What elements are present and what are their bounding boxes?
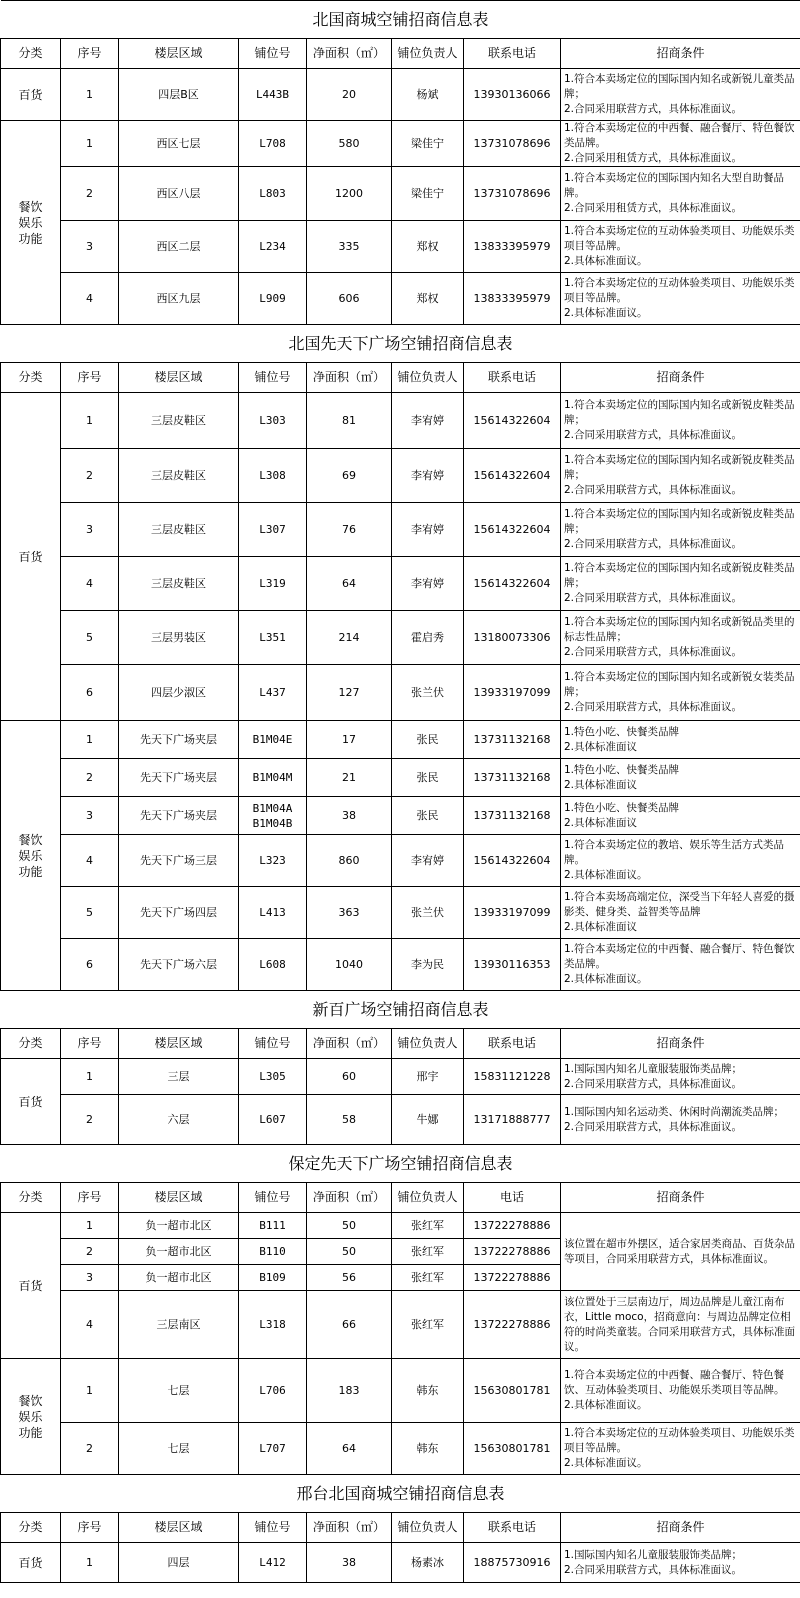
row-number: 4 xyxy=(61,557,119,611)
phone-number: 13731078696 xyxy=(464,167,561,221)
floor-area: 先天下广场六层 xyxy=(119,939,239,991)
floor-area: 西区二层 xyxy=(119,221,239,273)
category-cell: 百货 xyxy=(1,69,61,121)
header-manager: 铺位负责人 xyxy=(392,1029,464,1059)
conditions: 1.符合本卖场定位的中西餐、融合餐厅、特色餐饮、互动体验类项目、功能娱乐类项目等品牌。 2.具体标准面议。 xyxy=(561,1359,800,1423)
net-area: 20 xyxy=(307,69,392,121)
table-row xyxy=(1,939,800,991)
net-area: 50 xyxy=(307,1239,392,1265)
row-number: 2 xyxy=(61,449,119,503)
header-category: 分类 xyxy=(1,1513,61,1543)
section-title-row xyxy=(1,991,800,1029)
table-row xyxy=(1,449,800,503)
conditions: 1.符合本卖场定位的国际国内知名或新锐皮鞋类品牌； 2.合同采用联营方式，具体标准面议。 xyxy=(561,393,800,449)
table-row xyxy=(1,1059,800,1095)
manager-name: 张红军 xyxy=(392,1291,464,1359)
phone-number: 15614322604 xyxy=(464,503,561,557)
unit-code: L307 xyxy=(239,503,307,557)
net-area: 50 xyxy=(307,1213,392,1239)
row-number: 6 xyxy=(61,939,119,991)
phone-number: 13722278886 xyxy=(464,1265,561,1291)
net-area: 1040 xyxy=(307,939,392,991)
conditions: 1.特色小吃、快餐类品牌 2.具体标准面议 xyxy=(561,721,800,759)
net-area: 183 xyxy=(307,1359,392,1423)
unit-code: L909 xyxy=(239,273,307,325)
net-area: 363 xyxy=(307,887,392,939)
header-phone: 联系电话 xyxy=(464,39,561,69)
floor-area: 三层皮鞋区 xyxy=(119,557,239,611)
section-title-row xyxy=(1,1,800,39)
floor-area: 负一超市北区 xyxy=(119,1265,239,1291)
manager-name: 张红军 xyxy=(392,1213,464,1239)
phone-number: 15614322604 xyxy=(464,393,561,449)
row-number: 3 xyxy=(61,1265,119,1291)
header-category: 分类 xyxy=(1,39,61,69)
net-area: 66 xyxy=(307,1291,392,1359)
row-number: 4 xyxy=(61,1291,119,1359)
header-floor-area: 楼层区域 xyxy=(119,1029,239,1059)
header-row xyxy=(1,1183,800,1213)
conditions: 1.符合本卖场定位的国际国内知名或新锐品类里的标志性品牌； 2.合同采用联营方式，具体标准面议。 xyxy=(561,611,800,665)
category-cell: 百货 xyxy=(1,1213,61,1359)
header-manager: 铺位负责人 xyxy=(392,363,464,393)
table-row xyxy=(1,887,800,939)
header-category: 分类 xyxy=(1,363,61,393)
manager-name: 李宥婷 xyxy=(392,835,464,887)
table-row xyxy=(1,835,800,887)
table-row xyxy=(1,121,800,167)
phone-number: 13731132168 xyxy=(464,797,561,835)
header-row xyxy=(1,1513,800,1543)
phone-number: 13731132168 xyxy=(464,759,561,797)
floor-area: 三层皮鞋区 xyxy=(119,449,239,503)
table-row xyxy=(1,1543,800,1583)
unit-code: L707 xyxy=(239,1423,307,1475)
net-area: 76 xyxy=(307,503,392,557)
manager-name: 李为民 xyxy=(392,939,464,991)
manager-name: 杨斌 xyxy=(392,69,464,121)
conditions: 1.符合本卖场定位的中西餐、融合餐厅、特色餐饮类品牌。 2.具体标准面议。 xyxy=(561,939,800,991)
floor-area: 四层少淑区 xyxy=(119,665,239,721)
header-unit: 铺位号 xyxy=(239,39,307,69)
phone-number: 13722278886 xyxy=(464,1239,561,1265)
table-row xyxy=(1,1291,800,1359)
conditions: 1.符合本卖场定位的互动体验类项目、功能娱乐类项目等品牌。 2.具体标准面议。 xyxy=(561,1423,800,1475)
unit-code: L318 xyxy=(239,1291,307,1359)
header-phone: 电话 xyxy=(464,1183,561,1213)
conditions: 该位置处于三层南边厅，周边品牌是儿童江南布衣，Little moco，招商意向：与周边品牌定位相符的时尚类童装。合同采用联营方式，具体标准面议。 xyxy=(561,1291,800,1359)
row-number: 2 xyxy=(61,1095,119,1145)
table-row xyxy=(1,503,800,557)
header-row xyxy=(1,39,800,69)
floor-area: 西区七层 xyxy=(119,121,239,167)
conditions: 1.符合本卖场定位的国际国内知名大型自助餐品牌。 2.合同采用租赁方式，具体标准面议。 xyxy=(561,167,800,221)
net-area: 64 xyxy=(307,557,392,611)
table-row xyxy=(1,665,800,721)
conditions: 1.特色小吃、快餐类品牌 2.具体标准面议 xyxy=(561,797,800,835)
header-number: 序号 xyxy=(61,39,119,69)
floor-area: 三层皮鞋区 xyxy=(119,503,239,557)
floor-area: 负一超市北区 xyxy=(119,1239,239,1265)
table-row xyxy=(1,1359,800,1423)
unit-code: L608 xyxy=(239,939,307,991)
header-phone: 联系电话 xyxy=(464,1513,561,1543)
phone-number: 15630801781 xyxy=(464,1359,561,1423)
section-title: 保定先天下广场空铺招商信息表 xyxy=(1,1145,800,1183)
phone-number: 13722278886 xyxy=(464,1291,561,1359)
phone-number: 13933197099 xyxy=(464,887,561,939)
section-title: 北国商城空铺招商信息表 xyxy=(1,1,800,39)
header-unit: 铺位号 xyxy=(239,1183,307,1213)
header-unit: 铺位号 xyxy=(239,1029,307,1059)
header-conditions: 招商条件 xyxy=(561,39,800,69)
phone-number: 13930116353 xyxy=(464,939,561,991)
floor-area: 先天下广场夹层 xyxy=(119,721,239,759)
floor-area: 六层 xyxy=(119,1095,239,1145)
row-number: 1 xyxy=(61,1213,119,1239)
row-number: 3 xyxy=(61,221,119,273)
category-cell: 餐饮 娱乐 功能 xyxy=(1,1359,61,1475)
phone-number: 13180073306 xyxy=(464,611,561,665)
floor-area: 西区九层 xyxy=(119,273,239,325)
table-row xyxy=(1,557,800,611)
row-number: 1 xyxy=(61,121,119,167)
header-conditions: 招商条件 xyxy=(561,1513,800,1543)
floor-area: 先天下广场三层 xyxy=(119,835,239,887)
manager-name: 梁佳宁 xyxy=(392,121,464,167)
header-unit: 铺位号 xyxy=(239,363,307,393)
net-area: 58 xyxy=(307,1095,392,1145)
row-number: 1 xyxy=(61,1543,119,1583)
unit-code: B111 xyxy=(239,1213,307,1239)
row-number: 3 xyxy=(61,503,119,557)
phone-number: 13731078696 xyxy=(464,121,561,167)
conditions: 1.符合本卖场定位的互动体验类项目、功能娱乐类项目等品牌。 2.具体标准面议。 xyxy=(561,273,800,325)
manager-name: 牛娜 xyxy=(392,1095,464,1145)
floor-area: 先天下广场夹层 xyxy=(119,797,239,835)
table-row xyxy=(1,1213,800,1239)
unit-code: B1M04E xyxy=(239,721,307,759)
manager-name: 韩东 xyxy=(392,1359,464,1423)
floor-area: 四层B区 xyxy=(119,69,239,121)
row-number: 5 xyxy=(61,887,119,939)
manager-name: 张民 xyxy=(392,759,464,797)
unit-code: L443B xyxy=(239,69,307,121)
floor-area: 七层 xyxy=(119,1423,239,1475)
header-net-area: 净面积（㎡） xyxy=(307,1513,392,1543)
row-number: 6 xyxy=(61,665,119,721)
table-row xyxy=(1,221,800,273)
floor-area: 三层 xyxy=(119,1059,239,1095)
net-area: 69 xyxy=(307,449,392,503)
unit-code: L305 xyxy=(239,1059,307,1095)
header-number: 序号 xyxy=(61,363,119,393)
section-title: 北国先天下广场空铺招商信息表 xyxy=(1,325,800,363)
unit-code: L412 xyxy=(239,1543,307,1583)
header-conditions: 招商条件 xyxy=(561,363,800,393)
row-number: 4 xyxy=(61,273,119,325)
unit-code: L706 xyxy=(239,1359,307,1423)
header-net-area: 净面积（㎡） xyxy=(307,39,392,69)
manager-name: 杨素冰 xyxy=(392,1543,464,1583)
row-number: 2 xyxy=(61,1239,119,1265)
conditions: 该位置在超市外摆区，适合家居类商品、百货杂品等项目，合同采用联营方式，具体标准面议。 xyxy=(561,1213,800,1291)
category-cell: 百货 xyxy=(1,393,61,721)
section-title-row xyxy=(1,1475,800,1513)
phone-number: 15831121228 xyxy=(464,1059,561,1095)
table-row xyxy=(1,393,800,449)
table-row xyxy=(1,797,800,835)
unit-code: L319 xyxy=(239,557,307,611)
header-row xyxy=(1,1029,800,1059)
conditions: 1.符合本卖场定位的中西餐、融合餐厅、特色餐饮类品牌。 2.合同采用租赁方式，具体标准面议。 xyxy=(561,121,800,167)
phone-number: 13833395979 xyxy=(464,273,561,325)
phone-number: 18875730916 xyxy=(464,1543,561,1583)
manager-name: 郑权 xyxy=(392,273,464,325)
header-phone: 联系电话 xyxy=(464,1029,561,1059)
conditions: 1.国际国内知名运动类、休闲时尚潮流类品牌； 2.合同采用联营方式，具体标准面议。 xyxy=(561,1095,800,1145)
net-area: 56 xyxy=(307,1265,392,1291)
phone-number: 13933197099 xyxy=(464,665,561,721)
category-cell: 百货 xyxy=(1,1059,61,1145)
header-net-area: 净面积（㎡） xyxy=(307,1029,392,1059)
row-number: 4 xyxy=(61,835,119,887)
header-number: 序号 xyxy=(61,1513,119,1543)
floor-area: 四层 xyxy=(119,1543,239,1583)
unit-code: L323 xyxy=(239,835,307,887)
unit-code: L803 xyxy=(239,167,307,221)
floor-area: 七层 xyxy=(119,1359,239,1423)
manager-name: 韩东 xyxy=(392,1423,464,1475)
unit-code: L607 xyxy=(239,1095,307,1145)
net-area: 1200 xyxy=(307,167,392,221)
net-area: 127 xyxy=(307,665,392,721)
table-row xyxy=(1,167,800,221)
row-number: 1 xyxy=(61,1059,119,1095)
net-area: 64 xyxy=(307,1423,392,1475)
conditions: 1.国际国内知名儿童服装服饰类品牌； 2.合同采用联营方式，具体标准面议。 xyxy=(561,1543,800,1583)
net-area: 81 xyxy=(307,393,392,449)
table-row xyxy=(1,759,800,797)
manager-name: 李宥婷 xyxy=(392,503,464,557)
phone-number: 15614322604 xyxy=(464,449,561,503)
header-row xyxy=(1,363,800,393)
section-title: 新百广场空铺招商信息表 xyxy=(1,991,800,1029)
header-floor-area: 楼层区域 xyxy=(119,1513,239,1543)
phone-number: 15614322604 xyxy=(464,835,561,887)
header-net-area: 净面积（㎡） xyxy=(307,363,392,393)
phone-number: 13722278886 xyxy=(464,1213,561,1239)
conditions: 1.符合本卖场定位的国际国内知名或新锐皮鞋类品牌； 2.合同采用联营方式，具体标准面议。 xyxy=(561,503,800,557)
table-row xyxy=(1,273,800,325)
section-title-row xyxy=(1,325,800,363)
unit-code: L413 xyxy=(239,887,307,939)
header-manager: 铺位负责人 xyxy=(392,1183,464,1213)
net-area: 860 xyxy=(307,835,392,887)
row-number: 2 xyxy=(61,759,119,797)
unit-code: L437 xyxy=(239,665,307,721)
conditions: 1.符合本卖场定位的教培、娱乐等生活方式类品牌。 2.具体标准面议。 xyxy=(561,835,800,887)
manager-name: 张兰伏 xyxy=(392,887,464,939)
header-conditions: 招商条件 xyxy=(561,1029,800,1059)
phone-number: 13930136066 xyxy=(464,69,561,121)
net-area: 21 xyxy=(307,759,392,797)
section-title: 邢台北国商城空铺招商信息表 xyxy=(1,1475,800,1513)
row-number: 1 xyxy=(61,1359,119,1423)
net-area: 214 xyxy=(307,611,392,665)
floor-area: 先天下广场四层 xyxy=(119,887,239,939)
phone-number: 13171888777 xyxy=(464,1095,561,1145)
table-row xyxy=(1,721,800,759)
table-row xyxy=(1,611,800,665)
row-number: 2 xyxy=(61,1423,119,1475)
section-title-row xyxy=(1,1145,800,1183)
header-number: 序号 xyxy=(61,1183,119,1213)
manager-name: 李宥婷 xyxy=(392,557,464,611)
manager-name: 张红军 xyxy=(392,1265,464,1291)
conditions: 1.符合本卖场高端定位，深受当下年轻人喜爱的摄影类、健身类、益智类等品牌 2.具体标准面议 xyxy=(561,887,800,939)
manager-name: 张民 xyxy=(392,797,464,835)
unit-code: B1M04A B1M04B xyxy=(239,797,307,835)
floor-area: 负一超市北区 xyxy=(119,1213,239,1239)
manager-name: 邢宇 xyxy=(392,1059,464,1095)
row-number: 3 xyxy=(61,797,119,835)
header-phone: 联系电话 xyxy=(464,363,561,393)
row-number: 1 xyxy=(61,721,119,759)
manager-name: 郑权 xyxy=(392,221,464,273)
header-floor-area: 楼层区域 xyxy=(119,1183,239,1213)
header-category: 分类 xyxy=(1,1183,61,1213)
floor-area: 先天下广场夹层 xyxy=(119,759,239,797)
conditions: 1.国际国内知名儿童服装服饰类品牌； 2.合同采用联营方式，具体标准面议。 xyxy=(561,1059,800,1095)
table-row xyxy=(1,1423,800,1475)
conditions: 1.特色小吃、快餐类品牌 2.具体标准面议 xyxy=(561,759,800,797)
net-area: 335 xyxy=(307,221,392,273)
category-cell: 百货 xyxy=(1,1543,61,1583)
row-number: 1 xyxy=(61,393,119,449)
phone-number: 15614322604 xyxy=(464,557,561,611)
manager-name: 张民 xyxy=(392,721,464,759)
phone-number: 13833395979 xyxy=(464,221,561,273)
net-area: 580 xyxy=(307,121,392,167)
row-number: 2 xyxy=(61,167,119,221)
net-area: 38 xyxy=(307,1543,392,1583)
category-cell: 餐饮 娱乐 功能 xyxy=(1,121,61,325)
table-row xyxy=(1,1095,800,1145)
phone-number: 15630801781 xyxy=(464,1423,561,1475)
conditions: 1.符合本卖场定位的国际国内知名或新锐女装类品牌； 2.合同采用联营方式，具体标准面议。 xyxy=(561,665,800,721)
header-manager: 铺位负责人 xyxy=(392,1513,464,1543)
unit-code: L351 xyxy=(239,611,307,665)
manager-name: 张红军 xyxy=(392,1239,464,1265)
net-area: 60 xyxy=(307,1059,392,1095)
unit-code: B1M04M xyxy=(239,759,307,797)
manager-name: 梁佳宁 xyxy=(392,167,464,221)
header-floor-area: 楼层区域 xyxy=(119,363,239,393)
floor-area: 三层南区 xyxy=(119,1291,239,1359)
floor-area: 三层皮鞋区 xyxy=(119,393,239,449)
unit-code: L708 xyxy=(239,121,307,167)
conditions: 1.符合本卖场定位的互动体验类项目、功能娱乐类项目等品牌。 2.具体标准面议。 xyxy=(561,221,800,273)
header-floor-area: 楼层区域 xyxy=(119,39,239,69)
category-cell: 餐饮 娱乐 功能 xyxy=(1,721,61,991)
unit-code: B109 xyxy=(239,1265,307,1291)
conditions: 1.符合本卖场定位的国际国内知名或新锐皮鞋类品牌； 2.合同采用联营方式，具体标准面议。 xyxy=(561,449,800,503)
unit-code: L234 xyxy=(239,221,307,273)
manager-name: 李宥婷 xyxy=(392,393,464,449)
header-conditions: 招商条件 xyxy=(561,1183,800,1213)
unit-code: B110 xyxy=(239,1239,307,1265)
conditions: 1.符合本卖场定位的国际国内知名或新锐儿童类品牌； 2.合同采用联营方式，具体标准面议。 xyxy=(561,69,800,121)
phone-number: 13731132168 xyxy=(464,721,561,759)
unit-code: L308 xyxy=(239,449,307,503)
conditions: 1.符合本卖场定位的国际国内知名或新锐皮鞋类品牌； 2.合同采用联营方式，具体标准面议。 xyxy=(561,557,800,611)
floor-area: 西区八层 xyxy=(119,167,239,221)
net-area: 38 xyxy=(307,797,392,835)
table-row xyxy=(1,69,800,121)
manager-name: 李宥婷 xyxy=(392,449,464,503)
header-net-area: 净面积（㎡） xyxy=(307,1183,392,1213)
header-manager: 铺位负责人 xyxy=(392,39,464,69)
header-category: 分类 xyxy=(1,1029,61,1059)
net-area: 17 xyxy=(307,721,392,759)
manager-name: 霍启秀 xyxy=(392,611,464,665)
row-number: 5 xyxy=(61,611,119,665)
header-number: 序号 xyxy=(61,1029,119,1059)
row-number: 1 xyxy=(61,69,119,121)
manager-name: 张兰伏 xyxy=(392,665,464,721)
unit-code: L303 xyxy=(239,393,307,449)
header-unit: 铺位号 xyxy=(239,1513,307,1543)
net-area: 606 xyxy=(307,273,392,325)
floor-area: 三层男装区 xyxy=(119,611,239,665)
